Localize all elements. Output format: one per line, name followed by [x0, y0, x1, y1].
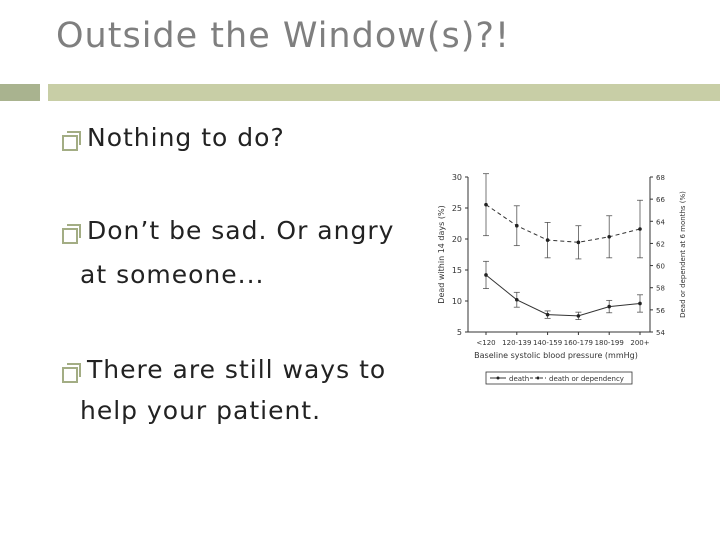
data-point	[577, 314, 581, 318]
checkbox-bullet-icon	[62, 228, 78, 244]
right-tick-label: 58	[656, 284, 665, 293]
data-point	[607, 305, 611, 309]
blood-pressure-chart	[428, 165, 698, 395]
right-tick-label: 66	[656, 196, 665, 205]
title-rule-accent	[0, 84, 40, 101]
legend-marker-death-or-dependency	[537, 377, 540, 380]
legend-label-death: death	[509, 375, 530, 383]
right-tick-label: 54	[656, 329, 665, 337]
right-tick-label: 68	[656, 174, 665, 182]
bullet-2-line-1: Don’t be sad. Or angry	[87, 216, 395, 245]
right-axis-label: Dead or dependent at 6 months (%)	[679, 191, 687, 318]
series-line-death	[486, 275, 640, 316]
x-tick-label: 200+	[630, 339, 650, 347]
left-tick-label: 20	[451, 235, 462, 244]
slide-title: Outside the Window(s)?!	[56, 16, 511, 56]
data-point	[515, 298, 519, 302]
bullet-1-line-1: Nothing to do?	[87, 123, 285, 152]
data-point	[607, 235, 611, 239]
right-tick-label: 64	[656, 218, 665, 227]
series-line-death-or-dependency	[486, 205, 640, 243]
legend-label-death-or-dependency: death or dependency	[549, 375, 624, 383]
left-tick-label: 15	[451, 266, 462, 275]
data-point	[546, 313, 550, 317]
right-tick-label: 60	[656, 262, 665, 271]
right-tick-label: 62	[656, 240, 665, 249]
legend-marker-death	[497, 377, 500, 380]
checkbox-bullet-icon	[62, 135, 78, 151]
left-tick-label: 5	[456, 328, 462, 337]
x-tick-label: 180-199	[594, 339, 624, 347]
checkbox-bullet-icon	[62, 367, 78, 383]
bullet-2-line-2: at someone...	[80, 260, 265, 289]
x-tick-label: 120-139	[502, 339, 532, 347]
data-point	[484, 203, 488, 207]
data-point	[577, 241, 581, 245]
bullet-3-line-2: help your patient.	[80, 396, 322, 425]
left-tick-label: 25	[451, 204, 462, 213]
left-tick-label: 30	[451, 173, 462, 182]
left-axis-label: Dead within 14 days (%)	[437, 205, 446, 304]
right-tick-label: 56	[656, 306, 665, 315]
data-point	[546, 238, 550, 242]
x-tick-label: 160-179	[563, 339, 594, 347]
x-tick-label: <120	[476, 339, 496, 347]
data-point	[638, 227, 642, 231]
title-rule	[48, 84, 720, 101]
left-tick-label: 10	[451, 297, 462, 306]
data-point	[638, 302, 642, 306]
bullet-3-line-1: There are still ways to	[87, 355, 387, 384]
data-point	[515, 224, 519, 228]
x-tick-label: 140-159	[532, 339, 563, 347]
data-point	[484, 273, 488, 277]
x-axis-label: Baseline systolic blood pressure (mmHg)	[474, 351, 638, 360]
